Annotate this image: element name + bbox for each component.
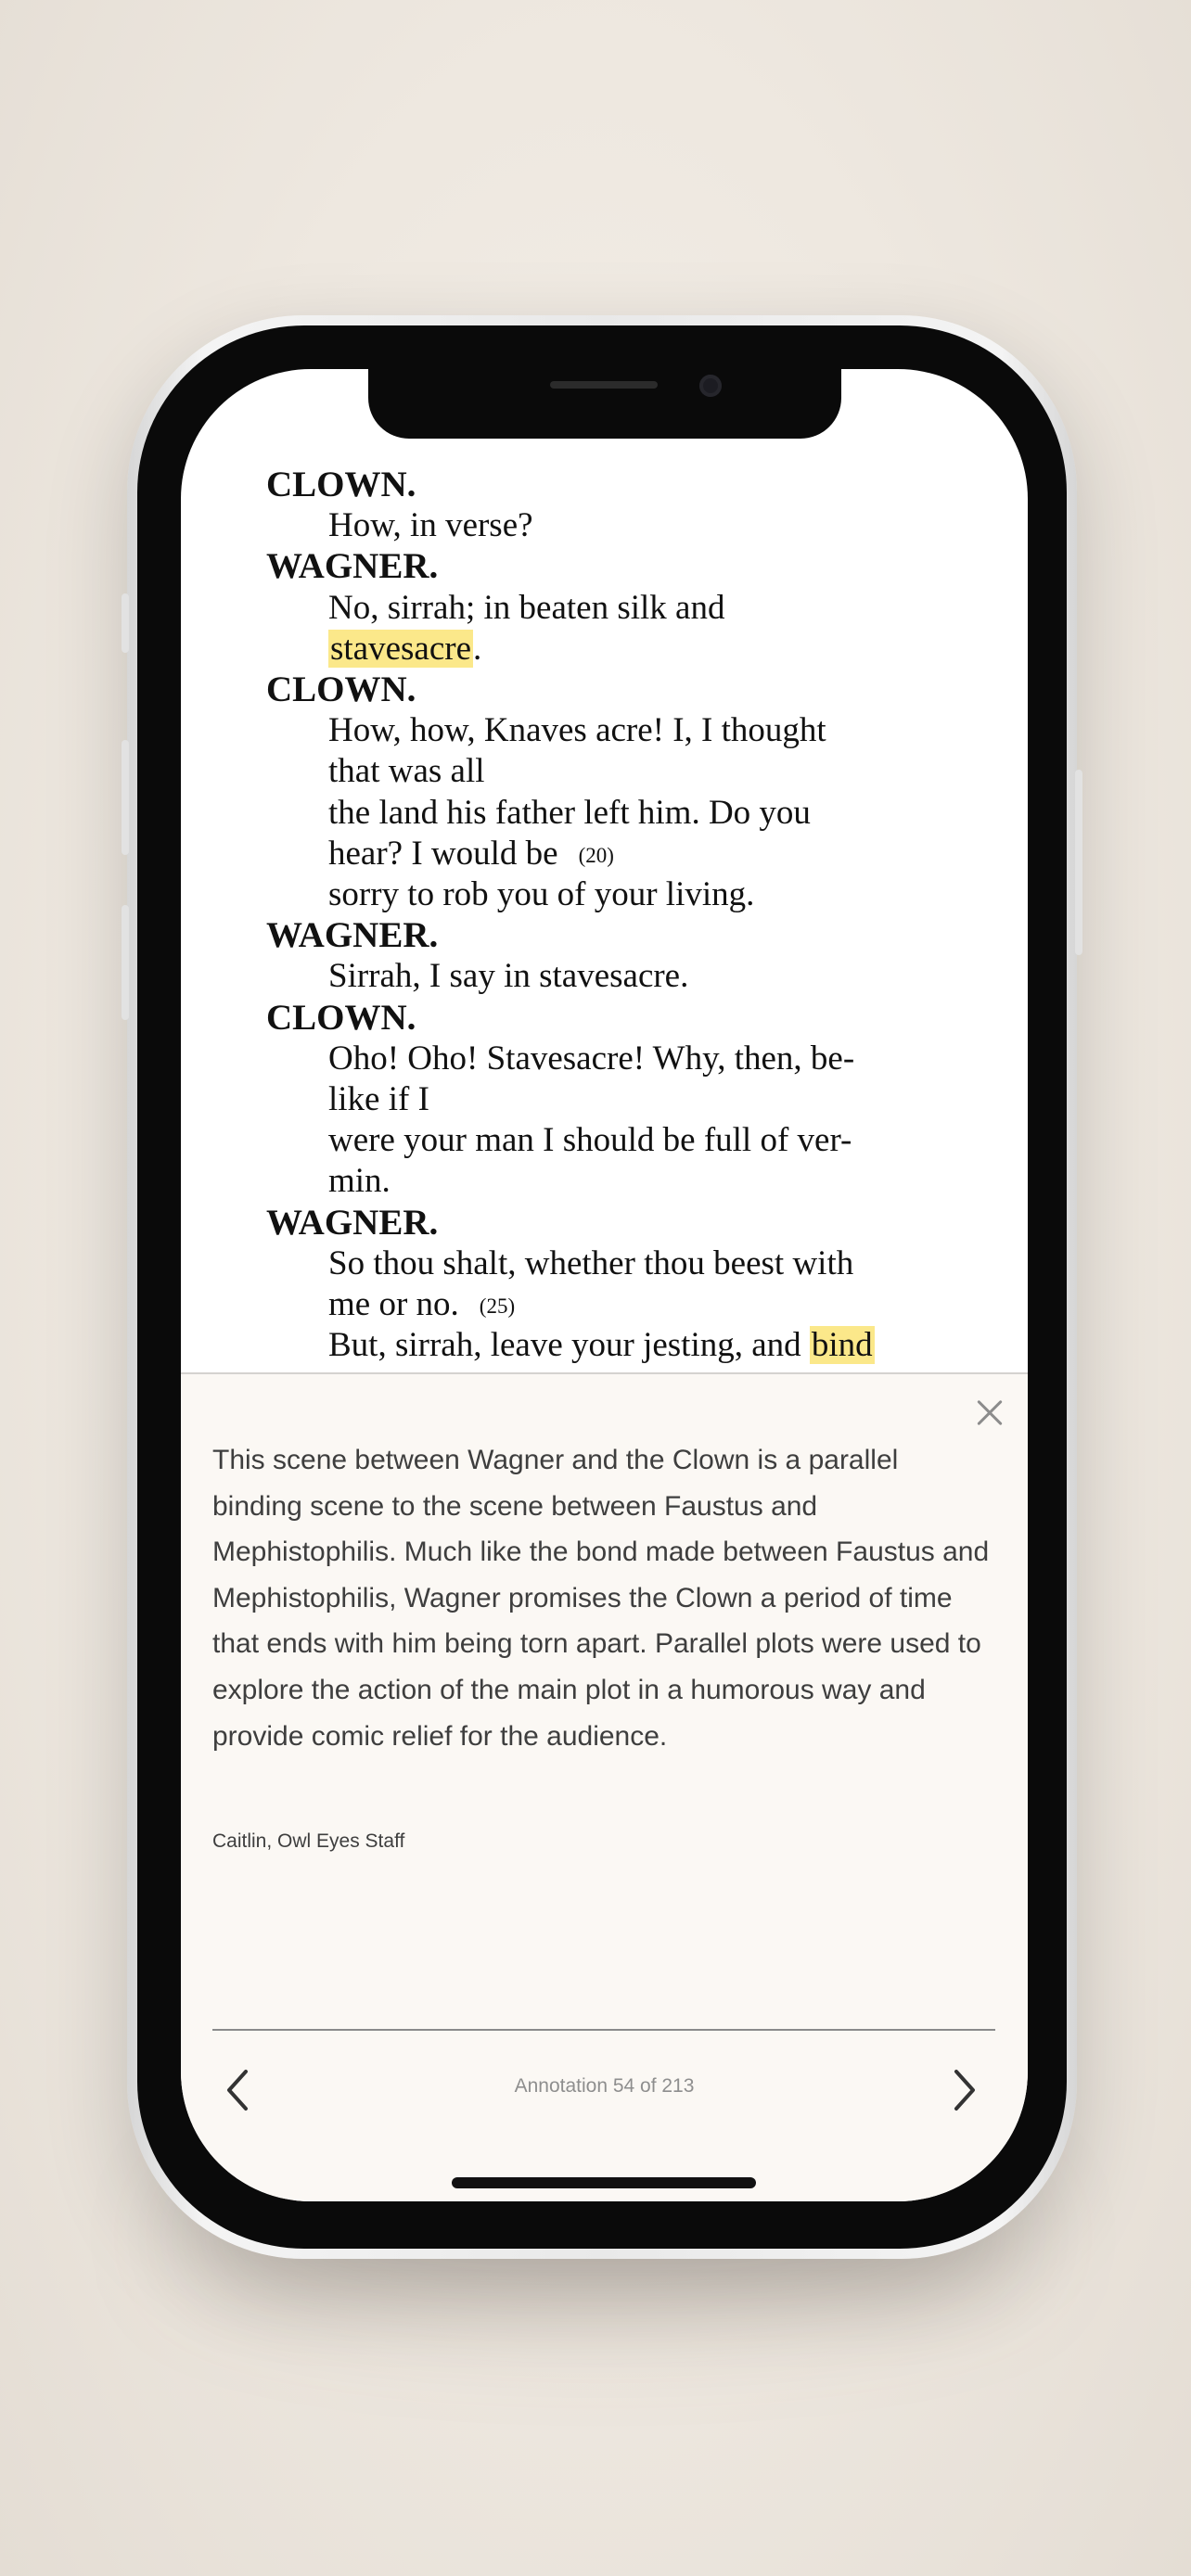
play-line: [328, 1284, 515, 1327]
line-text: WAGNER.: [266, 546, 439, 587]
line-text: So thou shalt, whether thou beest with: [328, 1243, 854, 1282]
annotation-text: This scene between Wagner and the Clown is a parallel binding scene to the scene between Faustus and Mephistophilis. Much like the bond made between Faustus and Mephistophilis, Wagner promises the Clown a period of time that ends with him being torn apart. Parallel plots were used to explore the action of the main plot in a humorous way and provide comic relief for the audience.: [212, 1445, 990, 1752]
play-line: [328, 793, 811, 834]
front-camera: [699, 375, 722, 397]
speaker-name: [266, 1203, 438, 1243]
line-number: (20): [578, 843, 614, 867]
play-line: [328, 710, 826, 751]
close-icon[interactable]: [971, 1395, 1008, 1432]
line-text: CLOWN.: [266, 670, 416, 709]
earpiece-speaker: [550, 381, 658, 389]
play-line: [328, 1120, 852, 1161]
power-button: [1075, 770, 1082, 955]
line-text: No, sirrah; in beaten silk and: [328, 588, 725, 627]
notch: [368, 369, 841, 439]
play-line: [328, 956, 688, 997]
home-indicator[interactable]: [452, 2177, 756, 2188]
play-line: [328, 1325, 875, 1366]
line-text: WAGNER.: [266, 1202, 439, 1243]
speaker-name: [266, 546, 438, 587]
line-text: the land his father left him. Do you: [328, 793, 811, 832]
line-text: that was all: [328, 752, 485, 791]
volume-up-button: [122, 740, 129, 855]
annotated-highlight[interactable]: bind: [811, 1326, 873, 1365]
line-text: CLOWN.: [266, 997, 416, 1038]
play-line: [328, 1161, 391, 1202]
line-text: sorry to rob you of your living.: [328, 875, 755, 913]
line-text-punctuation: .: [473, 629, 482, 668]
play-line: [328, 505, 533, 546]
chevron-right-icon[interactable]: [943, 2062, 984, 2118]
line-number: (25): [479, 1294, 516, 1318]
play-line: [328, 1079, 429, 1120]
play-line: [328, 834, 614, 876]
line-text: min.: [328, 1162, 391, 1201]
play-line: [328, 1243, 853, 1284]
line-text: CLOWN.: [266, 465, 416, 504]
play-line: [328, 874, 754, 915]
reading-pane[interactable]: [181, 369, 1028, 1372]
line-text: Sirrah, I say in stavesacre.: [328, 957, 689, 996]
speaker-name: [266, 465, 416, 505]
line-text: were your man I should be full of ver-: [328, 1121, 852, 1160]
line-text: But, sirrah, leave your jesting, and: [328, 1326, 810, 1365]
speaker-name: [266, 998, 416, 1039]
line-text: me or no.: [328, 1285, 459, 1323]
speaker-name: [266, 670, 416, 710]
screen: [181, 369, 1028, 2201]
line-text: hear? I would be: [328, 834, 558, 873]
play-line: [328, 1039, 854, 1079]
silent-switch: [122, 593, 129, 653]
play-line: [328, 588, 724, 629]
play-line: [328, 751, 485, 792]
line-text: like if I: [328, 1080, 429, 1118]
panel-bottom-divider: [212, 2029, 995, 2031]
annotation-panel: [181, 1374, 1028, 2201]
volume-down-button: [122, 905, 129, 1020]
annotation-author: Caitlin, Owl Eyes Staff: [212, 1830, 405, 1852]
line-text: Oho! Oho! Stavesacre! Why, then, be-: [328, 1039, 855, 1078]
line-text: WAGNER.: [266, 915, 439, 956]
line-text: How, how, Knaves acre! I, I thought: [328, 711, 826, 750]
annotated-highlight[interactable]: stavesacre: [330, 629, 472, 668]
play-line: [328, 629, 481, 670]
annotation-counter: Annotation 54 of 213: [514, 2075, 695, 2097]
line-text: How, in verse?: [328, 506, 533, 545]
speaker-name: [266, 915, 438, 956]
